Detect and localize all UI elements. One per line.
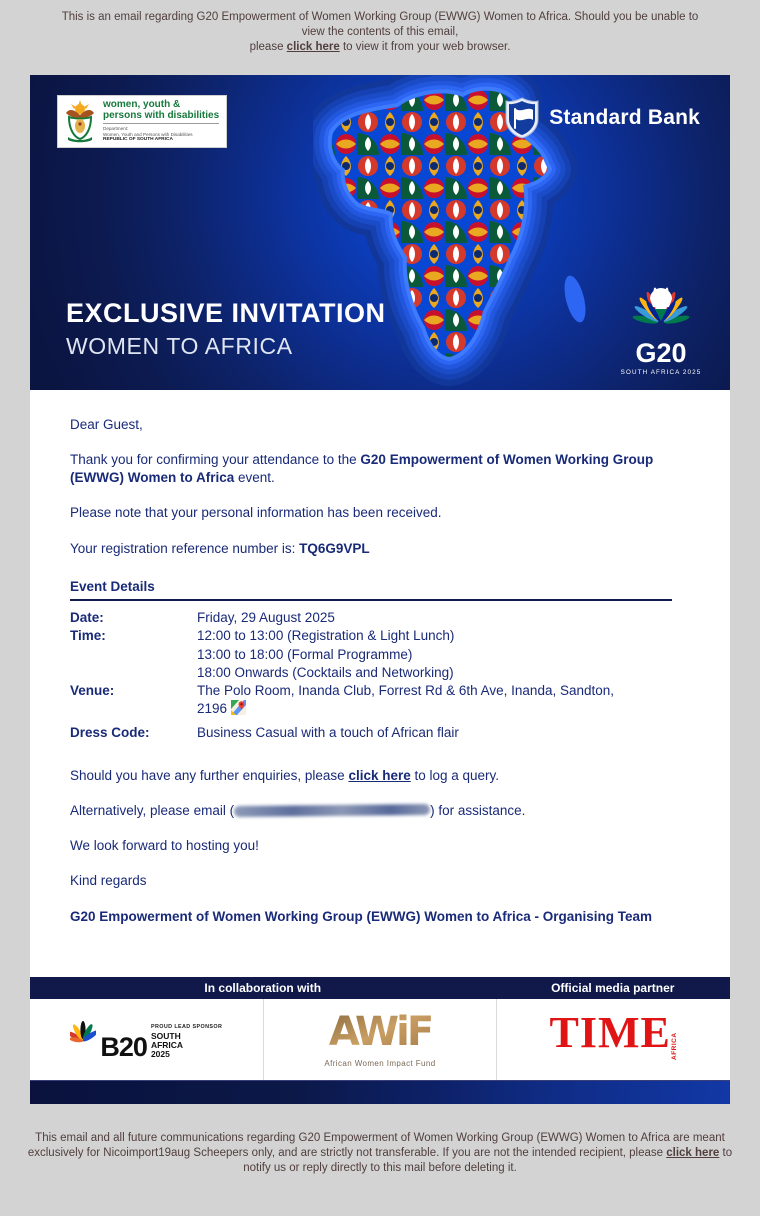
standard-bank-logo [504, 97, 700, 139]
event-details-heading: Event Details [70, 578, 672, 601]
svg-text:AWiF: AWiF [328, 1010, 432, 1053]
hosting-paragraph: We look forward to hosting you! [70, 838, 259, 854]
b20-logo [30, 999, 263, 1080]
dress-code-value: Business Casual with a touch of African flair [197, 725, 459, 741]
sa-coat-of-arms-icon [62, 99, 98, 143]
dress-code-label: Dress Code: [70, 725, 150, 741]
hero-banner [30, 75, 730, 390]
preheader-text: This is an email regarding G20 Empowerment of Women Working Group (EWWG) Women to Africa. Should you be unable to view the contents of this email, [61, 11, 699, 38]
gov-dept-label: Department: [103, 126, 129, 132]
kind-regards: Kind regards [70, 873, 147, 889]
time-line-3: 18:00 Onwards (Cocktails and Networking) [197, 664, 454, 680]
email-body [30, 390, 730, 977]
b20-country-1: SOUTH [150, 1031, 181, 1042]
gov-logo-title-line2: persons with disabilities [103, 109, 220, 121]
reference-number: TQ6G9VPL [299, 540, 370, 556]
redacted-email-address [234, 804, 430, 817]
gov-logo [57, 95, 227, 148]
venue-line-2 [197, 700, 672, 718]
event-date-row [70, 609, 672, 627]
confirmation-suffix: event. [234, 470, 275, 486]
gov-country: REPUBLIC OF SOUTH AFRICA [103, 136, 173, 142]
time-line-2: 13:00 to 18:00 (Formal Programme) [197, 646, 413, 662]
email-card [30, 75, 730, 1104]
g20-logo [618, 281, 704, 376]
time-edition: AFRICA [670, 1032, 678, 1061]
g20-protea-icon [628, 281, 694, 337]
disclaimer-text: This email and all future communications regarding G20 Empowerment of Women Working Group (EWWG) Women to Africa are meant exclusively for Nicoimport19aug Scheepers only, and are strictly not transferable. If you are not the intended recipient, please [27, 1131, 725, 1159]
confirmation-paragraph [70, 451, 672, 487]
event-name-bold: G20 Empowerment of Women Working Group (EWWG) Women to Africa [70, 452, 654, 486]
standard-bank-name: Standard Bank [549, 105, 700, 129]
confirmation-text: Thank you for confirming your attendance to the [70, 452, 361, 468]
reference-label: Your registration reference number is: [70, 540, 300, 556]
b20-sponsor-line: PROUD LEAD SPONSOR [150, 1024, 223, 1031]
google-maps-icon[interactable] [231, 700, 246, 715]
signature: G20 Empowerment of Women Working Group (EWWG) Women to Africa - Organising Team [70, 908, 653, 924]
enquiry-paragraph [70, 767, 672, 785]
partners-header-bar [30, 977, 730, 999]
bottom-gradient-bar [30, 1080, 730, 1104]
g20-tagline: SOUTH AFRICA 2025 [620, 368, 702, 376]
bottom-spacer [0, 1176, 760, 1216]
alt-email-suffix: ) for assistance. [430, 802, 526, 818]
event-time-row [70, 627, 672, 682]
collaboration-label: In collaboration with [204, 980, 322, 995]
preheader [16, 0, 744, 55]
gov-logo-divider [103, 123, 219, 124]
greeting: Dear Guest, [70, 416, 143, 432]
awif-logo [263, 999, 497, 1080]
time-line-1: 12:00 to 13:00 (Registration & Light Lunch) [197, 628, 455, 644]
gov-dept-name: Women, Youth and Persons with Disabilities [103, 132, 193, 138]
partner-logo-strip [30, 999, 730, 1080]
date-value: Friday, 29 August 2025 [197, 610, 335, 626]
enquiry-suffix: to log a query. [410, 767, 500, 783]
b20-country-2: AFRICA [150, 1040, 184, 1051]
alt-email-prefix: Alternatively, please email ( [70, 802, 235, 818]
preheader-suffix: to view it from your web browser. [339, 40, 511, 53]
venue-label: Venue: [70, 683, 115, 698]
enquiry-text: Should you have any further enquiries, please [70, 767, 349, 783]
info-received-paragraph: Please note that your personal information has been received. [70, 505, 442, 521]
preheader-prefix: please [249, 40, 287, 53]
b20-leaves-icon [70, 1019, 96, 1059]
standard-bank-shield-icon [504, 97, 540, 139]
awif-tagline: African Women Impact Fund [324, 1058, 436, 1068]
notify-link[interactable]: click here [666, 1146, 720, 1159]
banner-headline-block [66, 298, 386, 360]
g20-name: G20 [635, 337, 687, 368]
venue-postcode: 2196 [197, 701, 228, 717]
banner-headline: EXCLUSIVE INVITATION [66, 297, 386, 328]
venue-line-1: The Polo Room, Inanda Club, Forrest Rd & 6th Ave, Inanda, Sandton, [197, 683, 615, 698]
time-wordmark: TIME [549, 1008, 671, 1058]
reference-paragraph [70, 540, 672, 558]
time-logo [496, 999, 730, 1080]
b20-year: 2025 [150, 1049, 170, 1060]
event-details-table [70, 609, 672, 743]
venue-value [197, 682, 672, 718]
time-label: Time: [70, 628, 106, 644]
media-partner-label: Official media partner [551, 980, 675, 995]
date-label: Date: [70, 610, 104, 626]
awif-wordmark-icon [320, 1011, 440, 1053]
alternative-email-paragraph [70, 802, 672, 820]
gov-logo-title-line1: women, youth & [103, 98, 181, 110]
disclaimer-suffix: to notify us or reply directly to this mail before deleting it. [243, 1146, 733, 1174]
event-dress-row [70, 724, 672, 742]
disclaimer [6, 1104, 754, 1176]
view-in-browser-link[interactable]: click here [286, 40, 340, 53]
time-value [197, 627, 672, 682]
banner-subheadline: WOMEN TO AFRICA [66, 332, 293, 359]
b20-name: B20 [100, 1032, 147, 1063]
event-venue-row [70, 682, 672, 718]
log-query-link[interactable]: click here [348, 767, 411, 783]
